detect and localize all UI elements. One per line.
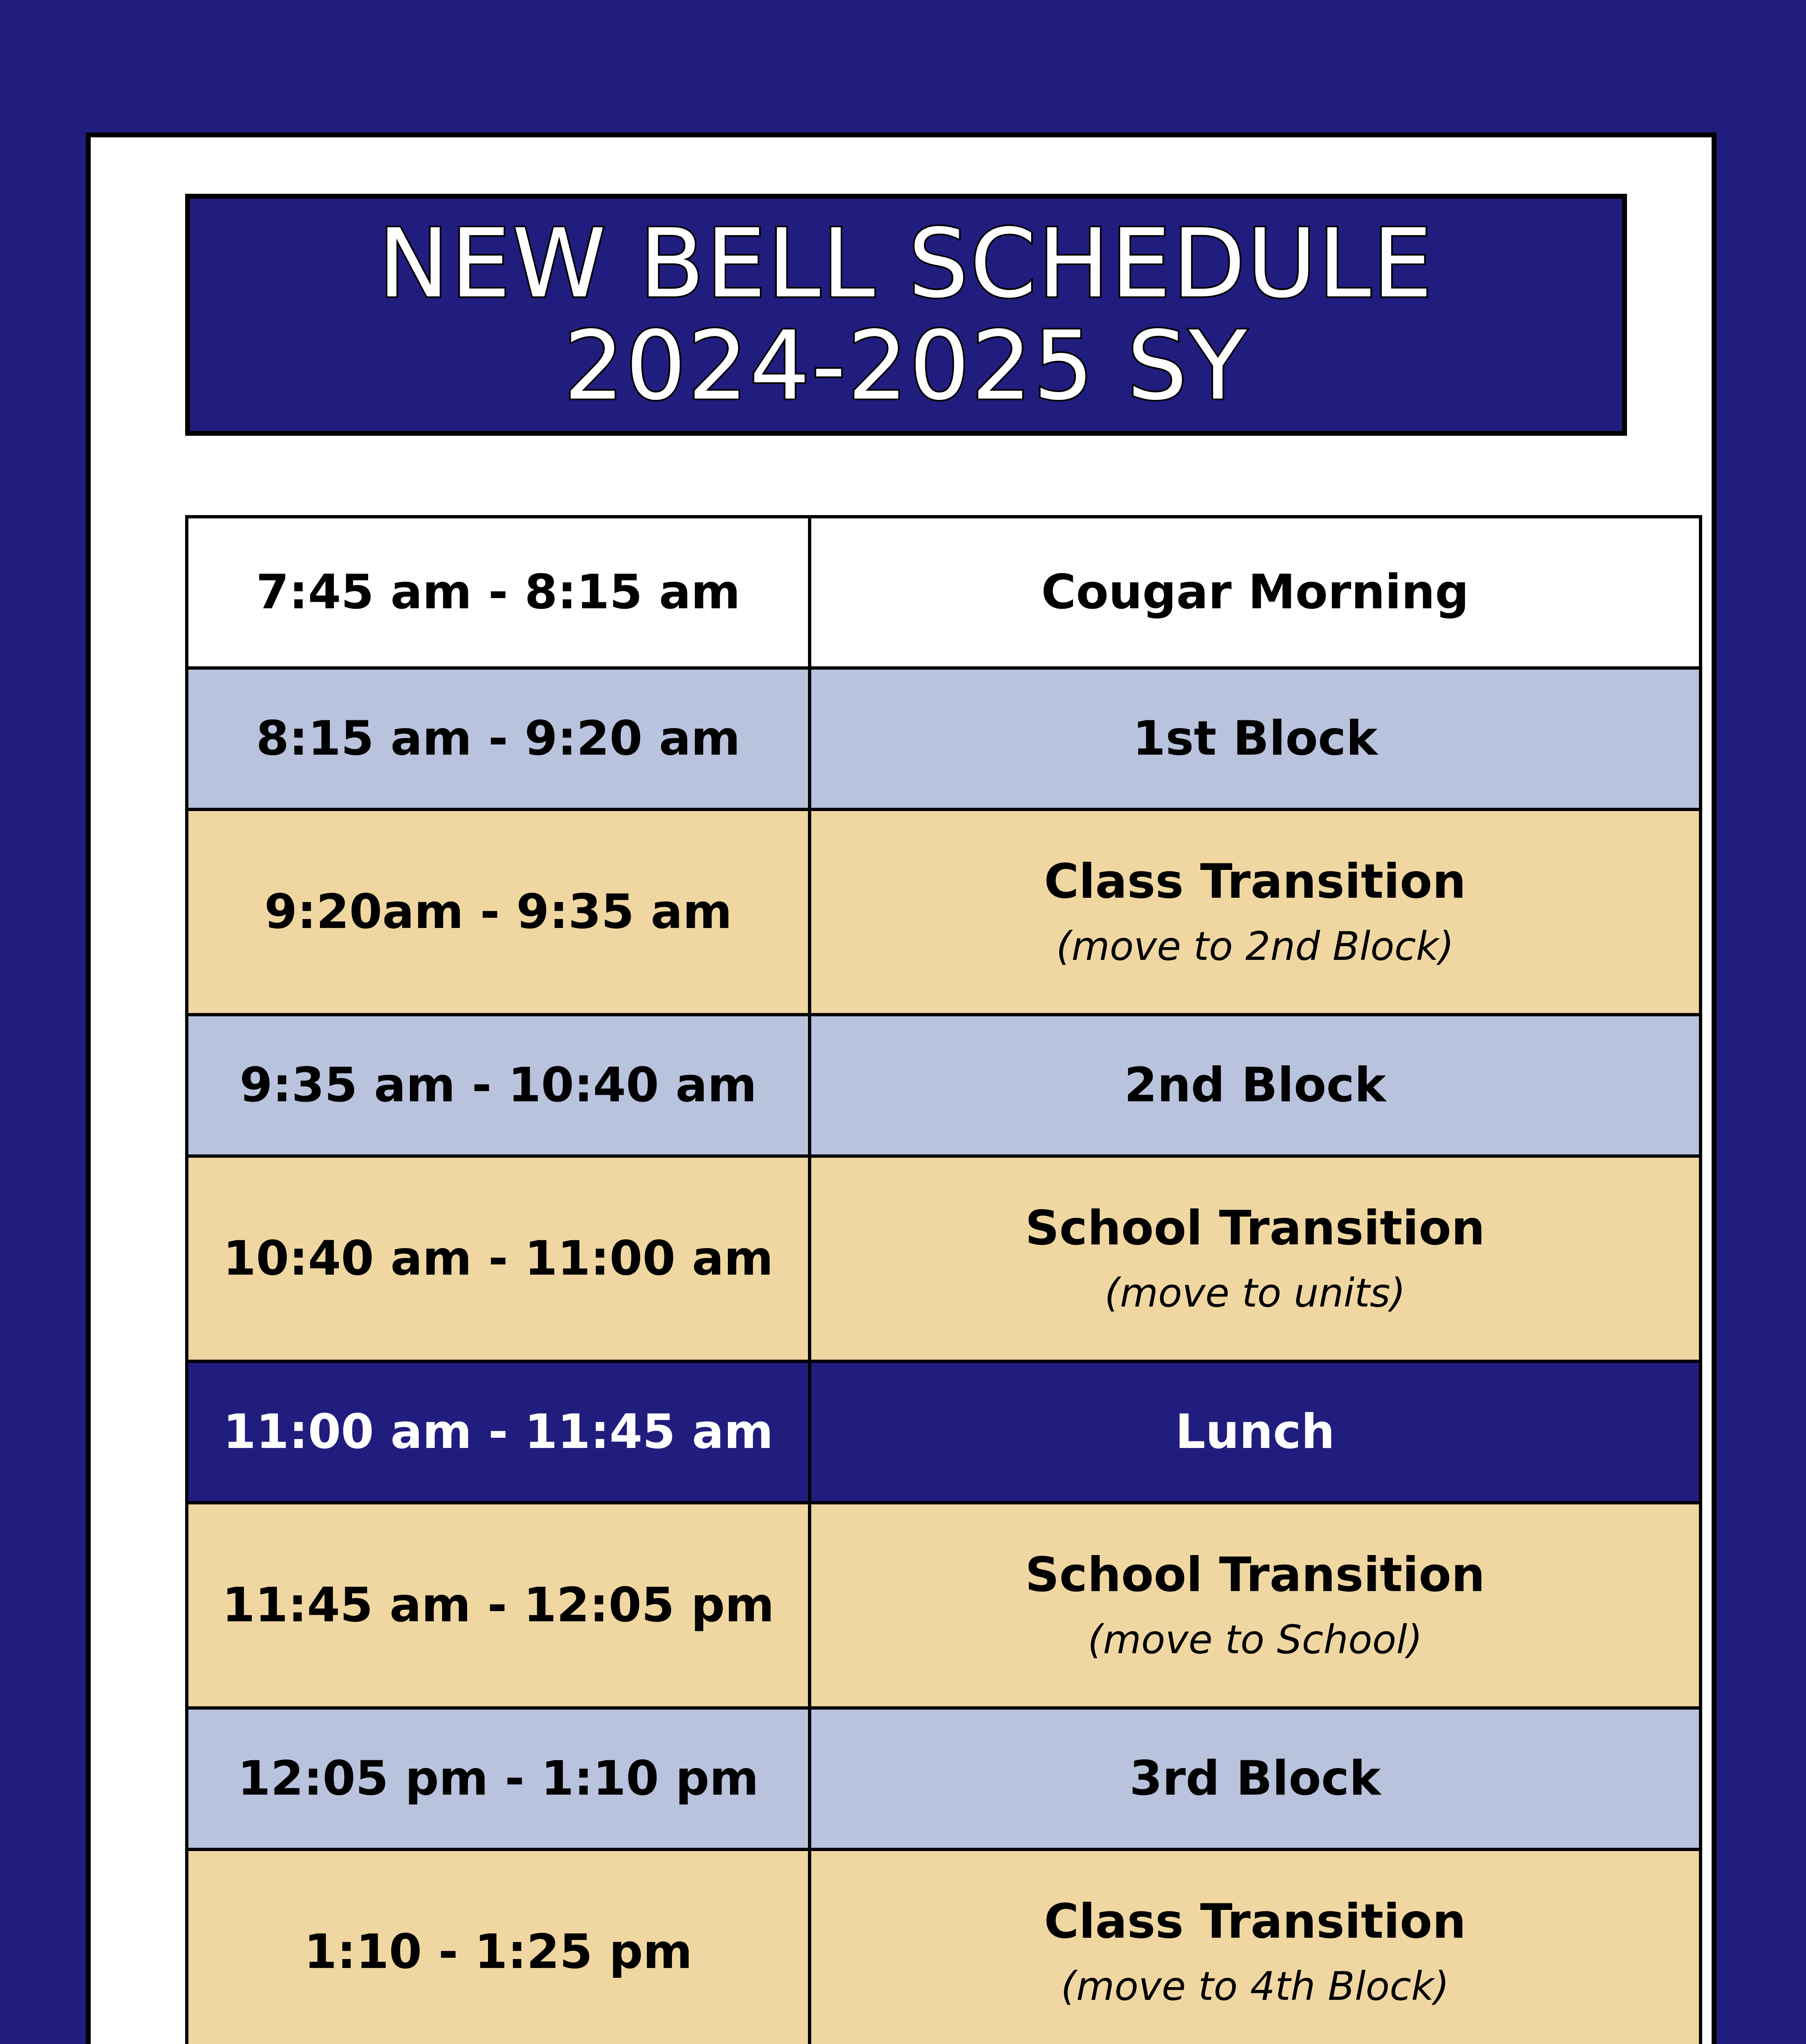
bell-schedule-table: [185, 515, 1702, 2044]
time-cell: 7:45 am - 8:15 am: [187, 517, 810, 668]
table-row: [187, 1156, 1701, 1361]
activity-note: (move to units): [1104, 1270, 1406, 1316]
schedule-card: [86, 132, 1716, 2044]
activity-cell: Cougar Morning: [810, 517, 1701, 668]
activity-cell: 2nd Block: [810, 1015, 1701, 1156]
activity-note: (move to School): [1088, 1617, 1423, 1663]
time-cell: 11:00 am - 11:45 am: [187, 1361, 810, 1503]
table-row: [187, 668, 1701, 809]
time-cell: 9:35 am - 10:40 am: [187, 1015, 810, 1156]
table-row: [187, 1708, 1701, 1849]
table-row: [187, 1015, 1701, 1156]
activity-cell: Class Transition (move to 2nd Block): [810, 809, 1701, 1015]
title-banner: [185, 194, 1627, 436]
time-cell: 8:15 am - 9:20 am: [187, 668, 810, 809]
school-year: 2024-2025 SY: [564, 311, 1249, 421]
activity-cell: 1st Block: [810, 668, 1701, 809]
table-row: [187, 1361, 1701, 1503]
time-cell: 11:45 am - 12:05 pm: [187, 1503, 810, 1708]
table-row: [187, 517, 1701, 668]
activity-cell: 3rd Block: [810, 1708, 1701, 1849]
time-cell: 9:20am - 9:35 am: [187, 809, 810, 1015]
table-row: [187, 1503, 1701, 1708]
table-row: [187, 1849, 1701, 2044]
activity-cell: School Transition (move to School): [810, 1503, 1701, 1708]
activity-note: (move to 2nd Block): [1056, 923, 1454, 969]
page-title: NEW BELL SCHEDULE: [378, 208, 1434, 319]
time-cell: 12:05 pm - 1:10 pm: [187, 1708, 810, 1849]
activity-cell: Lunch: [810, 1361, 1701, 1503]
activity-note: (move to 4th Block): [1061, 1963, 1450, 2009]
table-row: [187, 809, 1701, 1015]
time-cell: 10:40 am - 11:00 am: [187, 1156, 810, 1361]
activity-cell: School Transition (move to units): [810, 1156, 1701, 1361]
activity-cell: Class Transition (move to 4th Block): [810, 1849, 1701, 2044]
time-cell: 1:10 - 1:25 pm: [187, 1849, 810, 2044]
